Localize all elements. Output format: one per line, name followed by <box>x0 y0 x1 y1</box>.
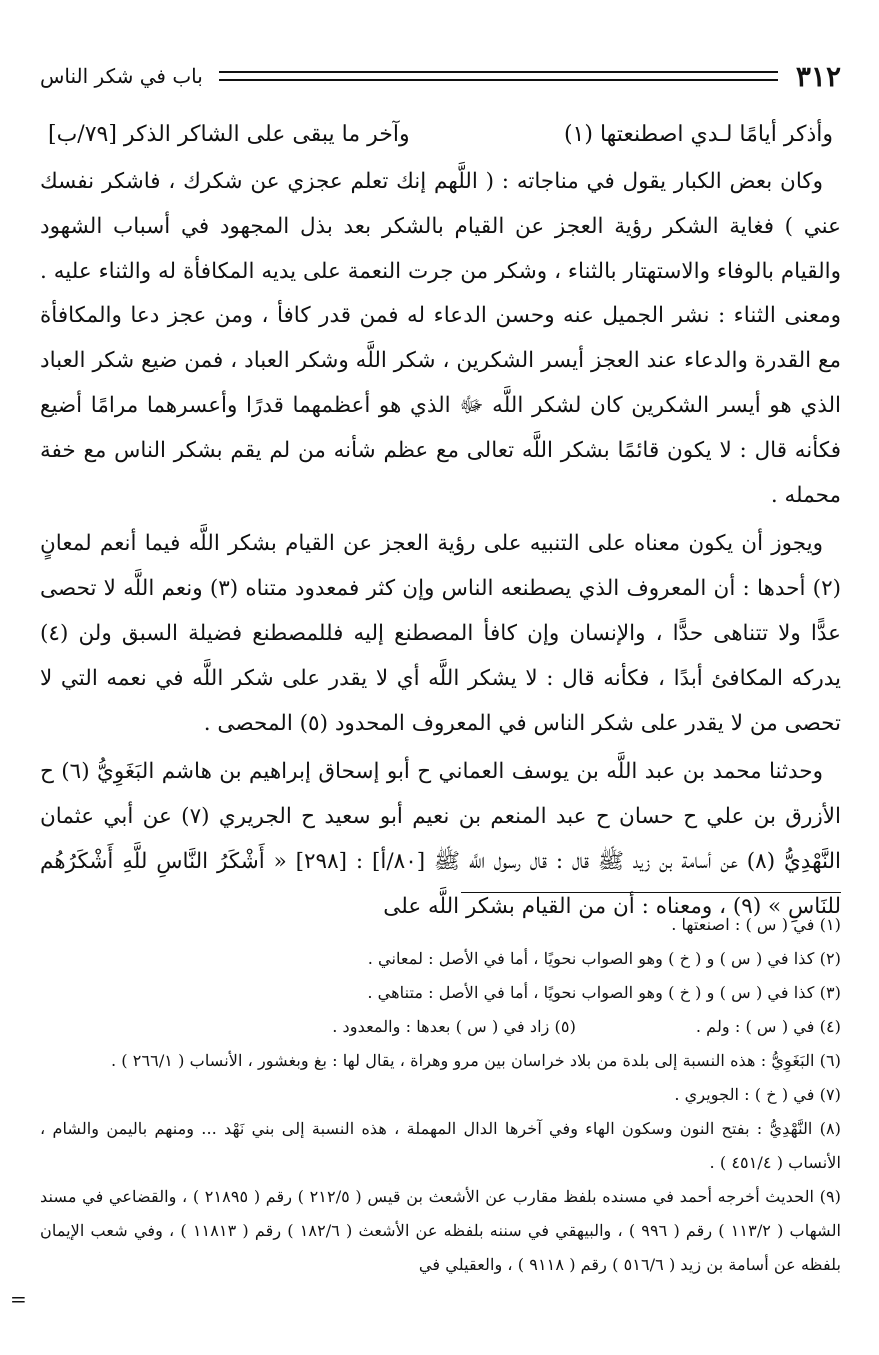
continuation-mark: = <box>10 1287 27 1311</box>
footnote-3: (٣) كذا في ( س ) و ( خ ) وهو الصواب نحويًا ، أما في الأصل : متناهي . <box>367 983 841 1002</box>
header-double-rule <box>219 71 778 81</box>
paragraph-3: وحدثنا محمد بن عبد اللَّه بن يوسف العماني ح أبو إسحاق إبراهيم بن هاشم البَغَوِيُّ (٦) ح الأزرق بن علي ح حسان ح عبد المنعم بن نعيم أبو سعيد ح الجريري (٧) عن أبي عثمان النَّهْدِيُّ (٨) عن أسامة بن زيد ﷺ قال : قال رسول اللَّه ﷺ [٨٠/أ] : [٢٩٨] « أَشْكَرُ النَّاسِ للَّهِ أَشْكَرُهُم للنَاسِ » (٩) ، ومعناه : أن من القيام بشكر اللَّه على <box>40 759 841 919</box>
paragraph-1: وكان بعض الكبار يقول في مناجاته : ( اللَّهم إنك تعلم عجزي عن شكرك ، فاشكر نفسك عني ) فغاية الشكر رؤية العجز عن القيام بالشكر بعد بذل المجهود في أسباب الشهود والقيام بالوفاء والاستهتار بالثناء ، وشكر من جرت النعمة على يديه المكافأة له والثناء عليه . ومعنى الثناء : نشر الجميل عنه وحسن الدعاء له فمن قدر كافأ ، ومن عجز دعا والمكافأة مع القدرة والدعاء عند العجز أيسر الشكرين ، شكر اللَّه وشكر العباد ، فمن ضيع شكر العباد الذي هو أيسر الشكرين كان لشكر اللَّه ﷻ الذي هو أعظمهما قدرًا وأعسرهما مرامًا أضيع فكأنه قال : لا يكون قائمًا بشكر اللَّه تعالى مع عظم شأنه من لم يقم بشكر الناس مع خفة محمله . <box>40 169 841 508</box>
paragraph-2: ويجوز أن يكون معناه على التنبيه على رؤية العجز عن القيام بشكر اللَّه فيما أنعم لمعانٍ (٢) أحدها : أن المعروف الذي يصطنعه الناس وإن كثر فمعدود متناه (٣) ونعم اللَّه لا تحصى عدًّا ولا تتناهى حدًّا ، والإنسان وإن كافأ المصطنع إليه فللمصطنع فضيلة السبق ولن (٤) يدركه المكافئ أبدًا ، فكأنه قال : لا يشكر اللَّه أي لا يقدر على شكر اللَّه في نعمه التي لا تحصى من لا يقدر على شكر الناس في المعروف المحدود (٥) المحصى . <box>40 531 842 736</box>
footnote-6: (٦) البَغَوِيُّ : هذه النسبة إلى بلدة من بلاد خراسان بين مرو وهراة ، يقال لها : بغ وبغشور ، الأنساب ( ٢٦٦/١ ) . <box>111 1051 841 1070</box>
running-title: باب في شكر الناس <box>40 64 203 88</box>
verse-first-hemistich: وأذكر أيامًا لـدي اصطنعتها (١) <box>563 121 833 147</box>
footnote-separator <box>461 892 841 893</box>
footnote-4: (٤) في ( س ) : ولم . <box>695 1017 841 1036</box>
footnote-1: (١) في ( س ) : اصنعتها . <box>671 915 841 934</box>
footnote-pair <box>40 1010 841 1044</box>
poetry-verse <box>40 112 841 156</box>
footnote-8: (٨) النَّهْدِيُّ : بفتح النون وسكون الهاء وفي آخرها الدال المهملة ، هذه النسبة إلى بني نَهْد ... ومنهم باليمن والشام ، الأنساب ( ٤٥١/٤ ) . <box>40 1119 841 1172</box>
main-text <box>40 160 841 934</box>
footnote-7: (٧) في ( خ ) : الجويري . <box>674 1085 841 1104</box>
page-number: ٣١٢ <box>795 59 841 93</box>
verse-second-hemistich: وآخر ما يبقى على الشاكر الذكر [٧٩/ب] <box>48 121 410 147</box>
footnotes <box>40 908 841 1282</box>
book-page <box>10 0 842 1355</box>
page-header <box>40 56 841 96</box>
footnote-2: (٢) كذا في ( س ) و ( خ ) وهو الصواب نحويًا ، أما في الأصل : لمعاني . <box>367 949 841 968</box>
footnote-9: (٩) الحديث أخرجه أحمد في مسنده بلفظ مقارب عن الأشعث بن قيس ( ٢١٢/٥ ) رقم ( ٢١٨٩٥ ) ، والقضاعي في مسند الشهاب ( ١١٣/٢ ) رقم ( ٩٩٦ ) ، والبيهقي في سننه بلفظه عن الأشعث ( ١٨٢/٦ ) رقم ( ١١٨١٣ ) ، وفي شعب الإيمان بلفظه عن أسامة بن زيد ( ٥١٦/٦ ) رقم ( ٩١١٨ ) ، والعقيلي في <box>40 1187 842 1274</box>
footnote-5: (٥) زاد في ( س ) بعدها : والمعدود . <box>332 1017 576 1036</box>
